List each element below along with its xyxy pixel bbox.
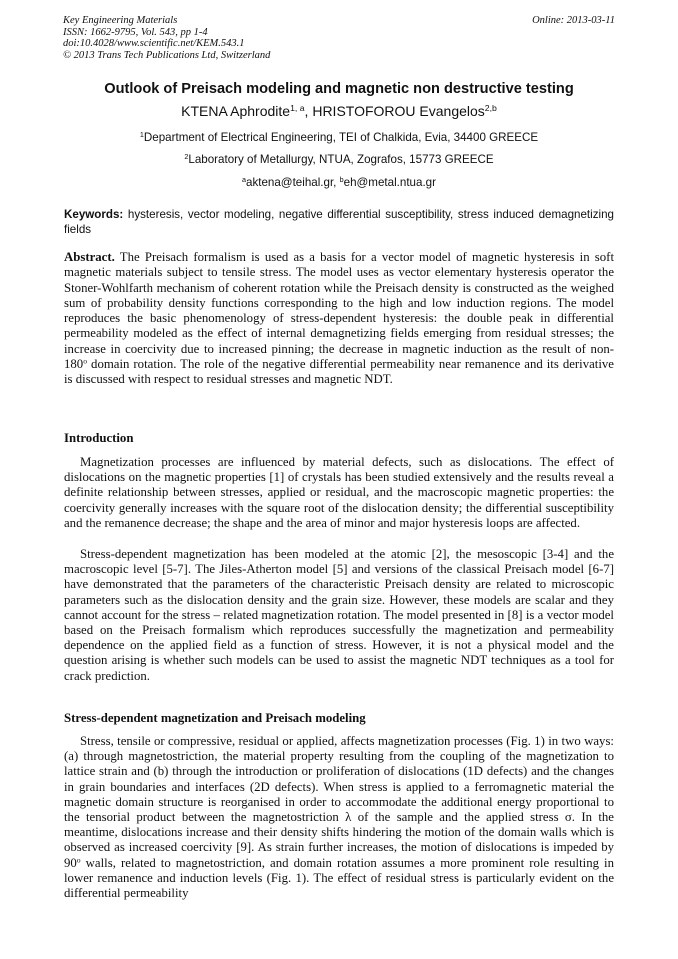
email-a[interactable]: aktena@teihal.gr, bbox=[246, 176, 340, 189]
keywords-block bbox=[64, 207, 614, 237]
author-1: KTENA Aphrodite bbox=[181, 103, 291, 119]
author-2-affil: 2,b bbox=[484, 103, 497, 114]
affiliation-2 bbox=[40, 153, 638, 166]
email-a-marker: a bbox=[242, 175, 246, 185]
issn-line: ISSN: 1662-9795, Vol. 543, pp 1-4 bbox=[63, 26, 208, 38]
online-date: Online: 2013-03-11 bbox=[532, 15, 615, 26]
keywords-label: Keywords: bbox=[64, 208, 124, 221]
affiliation-2-number: 2 bbox=[184, 152, 189, 162]
introduction-paragraph-2: Stress-dependent magnetization has been modeled at the atomic [2], the mesoscopic [3-4] and the macroscopic level [5-7]. The Jiles-Atherton model [5] and versions of the classical Preisach model [6-7] have demonstrated that the parameters of the characteristic Preisach density are related to microscopic parameters such as the dislocation density and the grain size. However, these models are scalar and they cannot account for the stress – related magnetization rotation. The model presented in [8] is a vector model based on the Preisach formalism which reproduces successfully the magnetization and permeability dependence on the applied field as a function of stress. However, it is not a physical model and the question arising is whether such models can be used to assist the magnetic NDT techniques as a tool for crack prediction. bbox=[64, 547, 614, 683]
introduction-heading: Introduction bbox=[64, 431, 134, 445]
affiliation-1-text: Department of Electrical Engineering, TEI of Chalkida, Evia, 34400 GREECE bbox=[143, 131, 539, 144]
abstract-block bbox=[64, 250, 614, 388]
email-b[interactable]: eh@metal.ntua.gr bbox=[343, 176, 436, 189]
email-b-marker: b bbox=[339, 175, 344, 185]
doi-line: doi:10.4028/www.scientific.net/KEM.543.1 bbox=[63, 38, 245, 49]
affiliation-1 bbox=[40, 131, 638, 144]
section-2-paragraph bbox=[64, 734, 614, 901]
section-2-text-1: Stress, tensile or compressive, residual or applied, affects magnetization processes (Fig. 1) in two ways: (a) through magnetostriction, the material property resulting from the coupling of the magnetization to lattice strain and (b) through the introduction or proliferation of dislocations (1D defects) and the changes in grain boundaries and interfaces (2D defects). When stress is applied to a ferromagnetic material the magnetic domain structure is reorganised in order to accommodate the additional energy proportional to the tensorial product between the magnetostriction λ of the sample and the applied stress σ. In the meantime, dislocations increase and their density shifts hindering the motion of the domain walls which is observed as increased coercivity [9]. As strain further increases, the motion of dislocations is impeded by 90 bbox=[64, 734, 614, 870]
journal-name: Key Engineering Materials bbox=[63, 15, 178, 26]
author-emails bbox=[40, 176, 638, 189]
author-2: HRISTOFOROU Evangelos bbox=[312, 103, 485, 119]
keywords-text: hysteresis, vector modeling, negative differential susceptibility, stress induced demagnetizing fields bbox=[64, 208, 614, 236]
abstract-text-2: domain rotation. The role of the negative differential permeability near remanence and its derivative is discussed with respect to residual stresses and magnetic NDT. bbox=[64, 357, 614, 387]
author-separator: , bbox=[304, 103, 313, 119]
affiliation-2-text: Laboratory of Metallurgy, NTUA, Zografos, 15773 GREECE bbox=[188, 153, 494, 166]
section-2-text-2: walls, related to magnetostriction, and domain rotation assumes a more prominent role resulting in lower remanence and induction levels (Fig. 1). The effect of residual stress is particularly evident on the differential permeability bbox=[64, 855, 614, 901]
abstract-label: Abstract. bbox=[64, 250, 115, 264]
paper-title: Outlook of Preisach modeling and magnetic non destructive testing bbox=[104, 81, 574, 97]
section-2-degree-sup: o bbox=[76, 855, 81, 865]
abstract-text-1: The Preisach formalism is used as a basis for a vector model of magnetic hysteresis in soft magnetic materials subject to tensile stress. The model uses as vector elementary hysteresis operator the Stoner-Wohlfarth mechanism of coherent rotation while the Preisach density is constructed as the weighed sum of probability density functions corresponding to the high and low induction regions. The model reproduces the basic phenomenology of stress-dependent hysteresis: the double peak in differential permeability modeled as the effect of internal demagnetizing fields emerging from residual stresses; the increase in coercivity due to increased pinning; the decrease in magnetic induction as the result of non-180 bbox=[64, 250, 614, 372]
affiliation-1-number: 1 bbox=[139, 130, 144, 140]
author-list bbox=[40, 103, 638, 119]
section-2-heading: Stress-dependent magnetization and Preisach modeling bbox=[64, 711, 366, 725]
author-1-affil: 1, a bbox=[290, 103, 305, 114]
introduction-paragraph-1: Magnetization processes are influenced by material defects, such as dislocations. The effect of dislocations on the magnetic properties [1] of crystals has been studied extensively and the results reveal a definite relationship between stresses, applied or residual, and the macroscopic magnetic properties: the coercivity generally increases with the square root of the dislocation density; the differential susceptibility and the remanence decrease; the shape and the area of minor and major hysteresis loops are affected. bbox=[64, 455, 614, 530]
abstract-degree-sup: o bbox=[83, 356, 88, 366]
journal-header bbox=[63, 15, 270, 61]
copyright-line: © 2013 Trans Tech Publications Ltd, Switzerland bbox=[63, 49, 271, 61]
